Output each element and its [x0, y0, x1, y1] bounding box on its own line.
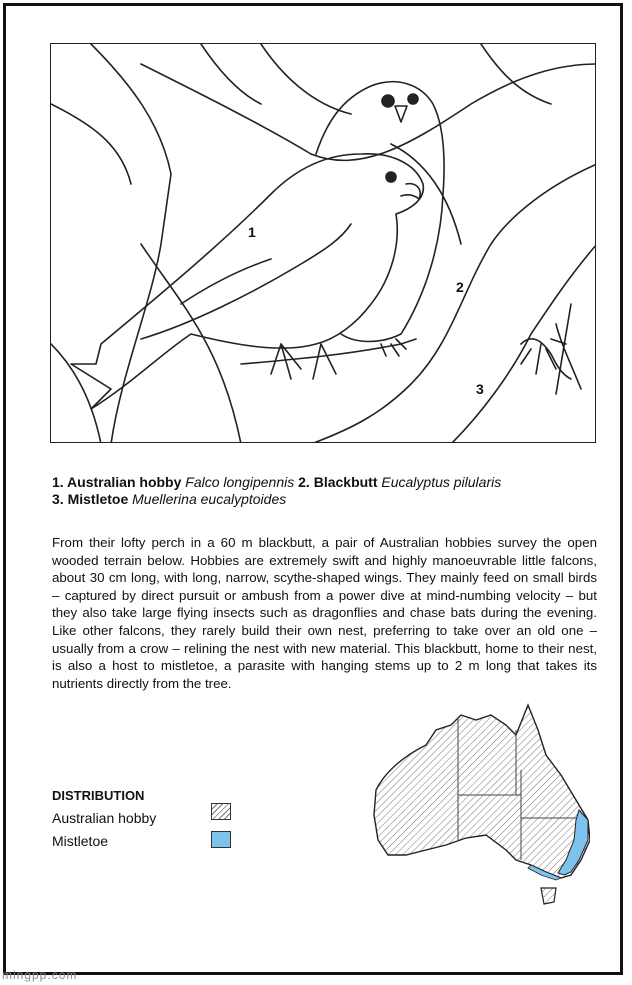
caption-item3-sci: Muellerina eucalyptoides [132, 491, 287, 507]
caption-item2-sci: Eucalyptus pilularis [381, 474, 502, 490]
australia-distribution-map [366, 700, 590, 912]
legend-label-mistletoe: Mistletoe [52, 833, 109, 849]
caption-item2-name: 2. Blackbutt [298, 474, 378, 490]
distribution-title: DISTRIBUTION [52, 788, 145, 803]
species-caption [52, 474, 597, 508]
coloring-illustration [50, 43, 596, 443]
caption-item1-name: 1. Australian hobby [52, 474, 182, 490]
caption-item3-name: 3. Mistletoe [52, 491, 129, 507]
legend-label-hobby: Australian hobby [52, 810, 157, 826]
description-paragraph: From their lofty perch in a 60 m blackbutt, a pair of Australian hobbies survey the open wooded terrain below. Hobbies are extremely swift and highly manoeuvrable little falcons, about 30 cm long, with long, narrow, scythe-shaped wings. They mainly feed on small birds – captured by direct pursuit or ambush from a power dive at mind-numbing velocity – but they also take large flying insects such as dragonflies and chase bats during the evening. Like other falcons, they rarely build their own nest, preferring to take over an old one – usually from a crow – relining the nest with new material. This blackbutt, home to their nest, is also a host to mistletoe, a parasite with hanging stems up to 2 m long that takes its nutrients directly from the tree. [52, 535, 597, 691]
tasmania [541, 888, 556, 904]
label-2: 2 [456, 279, 464, 295]
watermark-text: mingpp.com [2, 968, 78, 982]
australia-mainland [374, 705, 590, 878]
legend-swatch-blue [211, 831, 231, 848]
hobby-drawing [51, 44, 596, 443]
label-3: 3 [476, 381, 484, 397]
label-1: 1 [248, 224, 256, 240]
caption-item1-sci: Falco longipennis [185, 474, 295, 490]
legend-swatch-hatched [211, 803, 231, 820]
